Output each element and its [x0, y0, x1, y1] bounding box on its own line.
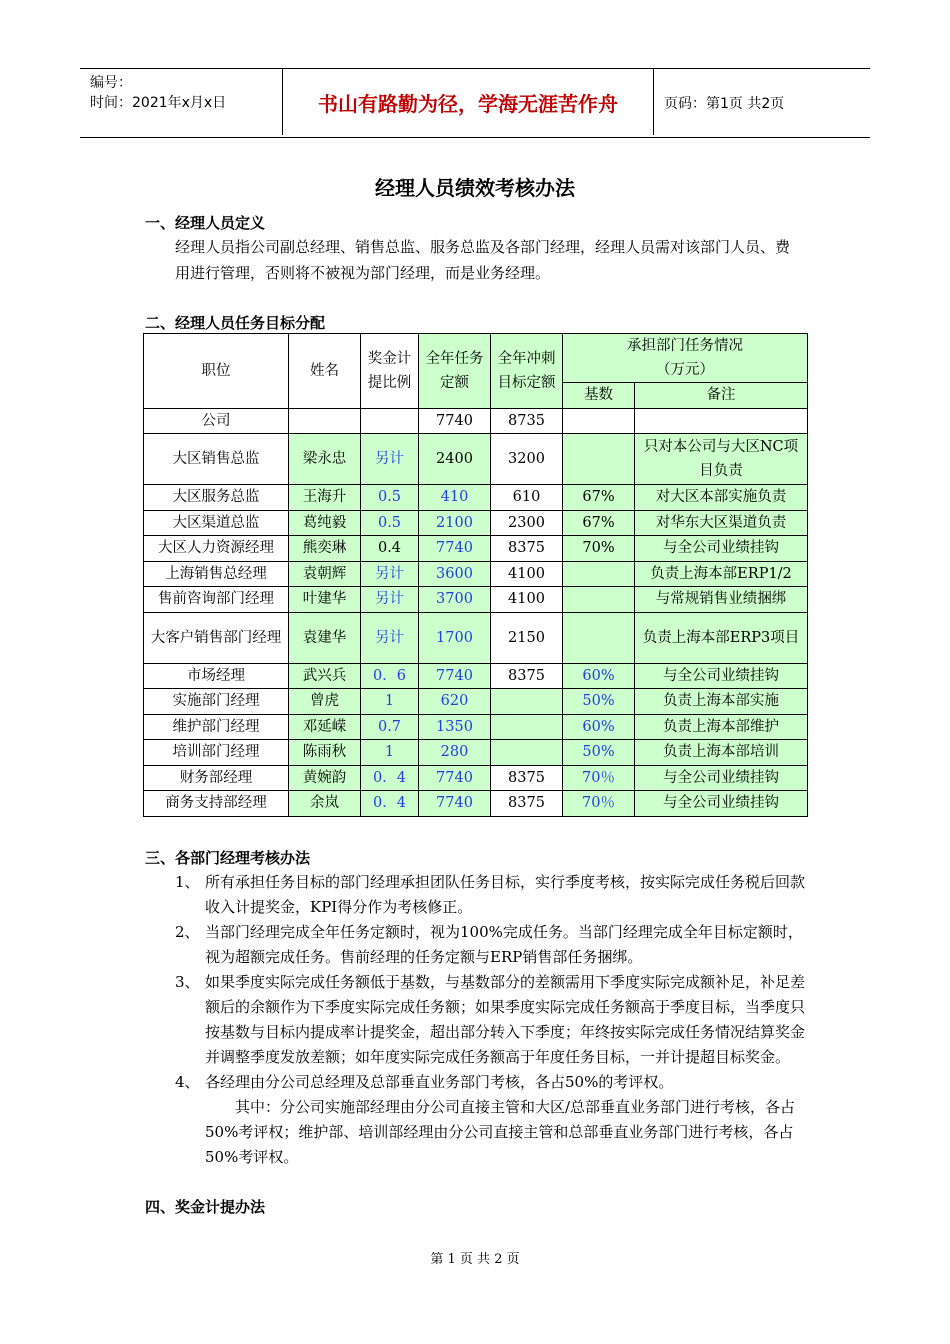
- list-item: 2、 当部门经理完成全年任务定额时，视为100%完成任务。当部门经理完成全年目标定额时，视为超额完成任务。售前经理的任务定额与ERP销售部任务捆绑。: [175, 923, 803, 966]
- cell-position: 上海销售总经理: [144, 561, 289, 587]
- cell-sprint: 2150: [491, 612, 563, 663]
- header-motto: 书山有路勤为径，学海无涯苦作舟: [282, 69, 654, 135]
- cell-base: 70％: [563, 765, 635, 791]
- table-row: [144, 791, 808, 817]
- cell-base: 70%: [563, 536, 635, 562]
- list-item-note: 其中：分公司实施部经理由分公司直接主管和大区/总部垂直业务部门进行考核，各占50%考评权；维护部、培训部经理由分公司直接主管和总部垂直业务部门进行考核，各占50%考评权。: [205, 1098, 796, 1166]
- cell-position: 大区服务总监: [144, 485, 289, 511]
- section1-text: 经理人员指公司副总经理、销售总监、服务总监及各部门经理，经理人员需对该部门人员、费用进行管理，否则将不被视为部门经理，而是业务经理。: [175, 238, 791, 282]
- table-row: [144, 536, 808, 562]
- cell-target: 7740: [419, 408, 491, 434]
- list-item: 3、 如果季度实际完成任务额低于基数，与基数部分的差额需用下季度实际完成额补足，补足差额后的余额作为下季度实际完成任务额；如果季度实际完成任务额高于季度目标，当季度只按基数与目标内提成率计提奖金，超出部分转入下季度；年终按实际完成任务情况结算奖金并调整季度发放差额；如年度实际完成任务额高于年度任务目标，一并计提超目标奖金。: [175, 973, 806, 1066]
- cell-position: 商务支持部经理: [144, 791, 289, 817]
- table-row: [144, 765, 808, 791]
- cell-sprint: [491, 740, 563, 766]
- section4-heading: 四、奖金计提办法: [145, 1198, 266, 1216]
- cell-remark: 对大区本部实施负责: [635, 485, 808, 511]
- cell-remark: 与全公司业绩挂钩: [635, 536, 808, 562]
- cell-target: 1350: [419, 714, 491, 740]
- target-allocation-table: [143, 333, 808, 817]
- cell-sprint: 8375: [491, 536, 563, 562]
- cell-base: 67%: [563, 510, 635, 536]
- cell-name: 葛纯毅: [289, 510, 361, 536]
- cell-sprint: 8375: [491, 663, 563, 689]
- cell-ratio: 另计: [361, 612, 419, 663]
- cell-position: 大区人力资源经理: [144, 536, 289, 562]
- cell-ratio: 0．6: [361, 663, 419, 689]
- section3-heading: 三、各部门经理考核办法: [145, 849, 311, 867]
- cell-name: 陈雨秋: [289, 740, 361, 766]
- document-title: 经理人员绩效考核办法: [375, 176, 575, 200]
- cell-remark: 对华东大区渠道负责: [635, 510, 808, 536]
- cell-sprint: 610: [491, 485, 563, 511]
- header-target: 全年任务 定额: [419, 334, 491, 409]
- cell-base: [563, 408, 635, 434]
- cell-target: 7740: [419, 536, 491, 562]
- cell-sprint: [491, 714, 563, 740]
- document-header: [80, 68, 870, 138]
- table-row: [144, 561, 808, 587]
- cell-base: 67%: [563, 485, 635, 511]
- table-row: [144, 740, 808, 766]
- header-ratio: 奖金计 提比例: [361, 334, 419, 409]
- cell-ratio: 0．4: [361, 791, 419, 817]
- cell-sprint: 2300: [491, 510, 563, 536]
- cell-remark: 与全公司业绩挂钩: [635, 765, 808, 791]
- cell-remark: 负责上海本部维护: [635, 714, 808, 740]
- table-row: [144, 434, 808, 485]
- page-footer: 第 1 页 共 2 页: [430, 1252, 520, 1267]
- table-row: [144, 689, 808, 715]
- cell-base: 60%: [563, 714, 635, 740]
- cell-sprint: 8375: [491, 791, 563, 817]
- cell-ratio: 另计: [361, 561, 419, 587]
- header-page-info: 页码：第1页 共2页: [664, 96, 785, 112]
- cell-sprint: 4100: [491, 561, 563, 587]
- cell-ratio: 另计: [361, 434, 419, 485]
- cell-remark: 负责上海本部实施: [635, 689, 808, 715]
- cell-sprint: 3200: [491, 434, 563, 485]
- cell-base: [563, 612, 635, 663]
- header-meta: [90, 73, 280, 113]
- cell-ratio: 另计: [361, 587, 419, 613]
- cell-position: 售前咨询部门经理: [144, 587, 289, 613]
- document-date: 时间：2021年x月x日: [90, 95, 227, 111]
- cell-name: 袁朝辉: [289, 561, 361, 587]
- cell-target: 7740: [419, 765, 491, 791]
- table-row: [144, 663, 808, 689]
- cell-base: 70％: [563, 791, 635, 817]
- cell-name: 武兴兵: [289, 663, 361, 689]
- cell-position: 维护部门经理: [144, 714, 289, 740]
- document-number-label: 编号：: [90, 75, 132, 91]
- header-base: 基数: [563, 383, 635, 409]
- cell-base: 50%: [563, 689, 635, 715]
- table-row: [144, 714, 808, 740]
- cell-remark: 与全公司业绩挂钩: [635, 791, 808, 817]
- cell-base: [563, 561, 635, 587]
- cell-target: 410: [419, 485, 491, 511]
- cell-position: 培训部门经理: [144, 740, 289, 766]
- header-remark: 备注: [635, 383, 808, 409]
- cell-position: 财务部经理: [144, 765, 289, 791]
- section1-heading: 一、经理人员定义: [145, 214, 266, 232]
- cell-position: 大客户销售部门经理: [144, 612, 289, 663]
- table-row: [144, 510, 808, 536]
- list-item: 4、 各经理由分公司总经理及总部垂直业务部门考核，各占50%的考评权。: [175, 1073, 674, 1091]
- cell-target: 3700: [419, 587, 491, 613]
- section2-heading: 二、经理人员任务目标分配: [145, 314, 326, 332]
- header-name: 姓名: [289, 334, 361, 409]
- cell-target: 3600: [419, 561, 491, 587]
- table-row: [144, 612, 808, 663]
- cell-remark: 负责上海本部培训: [635, 740, 808, 766]
- cell-target: 620: [419, 689, 491, 715]
- header-dept-tasks: 承担部门任务情况 （万元）: [563, 334, 808, 383]
- cell-target: 7740: [419, 663, 491, 689]
- cell-ratio: 0.5: [361, 485, 419, 511]
- table-row: [144, 587, 808, 613]
- table-row: [144, 485, 808, 511]
- cell-position: 实施部门经理: [144, 689, 289, 715]
- cell-remark: 负责上海本部ERP3项目: [635, 612, 808, 663]
- table-row: [144, 408, 808, 434]
- cell-name: 邓延嵘: [289, 714, 361, 740]
- cell-name: 曾虎: [289, 689, 361, 715]
- cell-remark: 只对本公司与大区NC项目负责: [635, 434, 808, 485]
- cell-base: [563, 587, 635, 613]
- cell-ratio: 0.5: [361, 510, 419, 536]
- cell-position: 公司: [144, 408, 289, 434]
- cell-target: 2400: [419, 434, 491, 485]
- cell-sprint: [491, 689, 563, 715]
- cell-target: 2100: [419, 510, 491, 536]
- cell-ratio: 0．4: [361, 765, 419, 791]
- cell-name: 王海升: [289, 485, 361, 511]
- header-sprint: 全年冲刺 目标定额: [491, 334, 563, 409]
- cell-name: 余岚: [289, 791, 361, 817]
- cell-remark: 与全公司业绩挂钩: [635, 663, 808, 689]
- cell-position: 大区销售总监: [144, 434, 289, 485]
- cell-sprint: 8375: [491, 765, 563, 791]
- header-position: 职位: [144, 334, 289, 409]
- cell-ratio: 1: [361, 689, 419, 715]
- cell-name: 黄婉韵: [289, 765, 361, 791]
- cell-base: 60%: [563, 663, 635, 689]
- cell-name: 梁永忠: [289, 434, 361, 485]
- cell-ratio: [361, 408, 419, 434]
- cell-ratio: 0.7: [361, 714, 419, 740]
- cell-remark: 与常规销售业绩捆绑: [635, 587, 808, 613]
- cell-ratio: 0.4: [361, 536, 419, 562]
- cell-base: 50%: [563, 740, 635, 766]
- cell-remark: 负责上海本部ERP1/2: [635, 561, 808, 587]
- list-item: 1、 所有承担任务目标的部门经理承担团队任务目标，实行季度考核，按实际完成任务税后回款收入计提奖金，KPI得分作为考核修正。: [175, 873, 806, 916]
- cell-ratio: 1: [361, 740, 419, 766]
- cell-name: [289, 408, 361, 434]
- cell-target: 280: [419, 740, 491, 766]
- cell-target: 7740: [419, 791, 491, 817]
- cell-position: 市场经理: [144, 663, 289, 689]
- cell-sprint: 8735: [491, 408, 563, 434]
- cell-name: 袁建华: [289, 612, 361, 663]
- cell-base: [563, 434, 635, 485]
- cell-target: 1700: [419, 612, 491, 663]
- cell-position: 大区渠道总监: [144, 510, 289, 536]
- cell-name: 熊奕琳: [289, 536, 361, 562]
- assessment-list: [175, 870, 805, 1170]
- cell-name: 叶建华: [289, 587, 361, 613]
- cell-remark: [635, 408, 808, 434]
- cell-sprint: 4100: [491, 587, 563, 613]
